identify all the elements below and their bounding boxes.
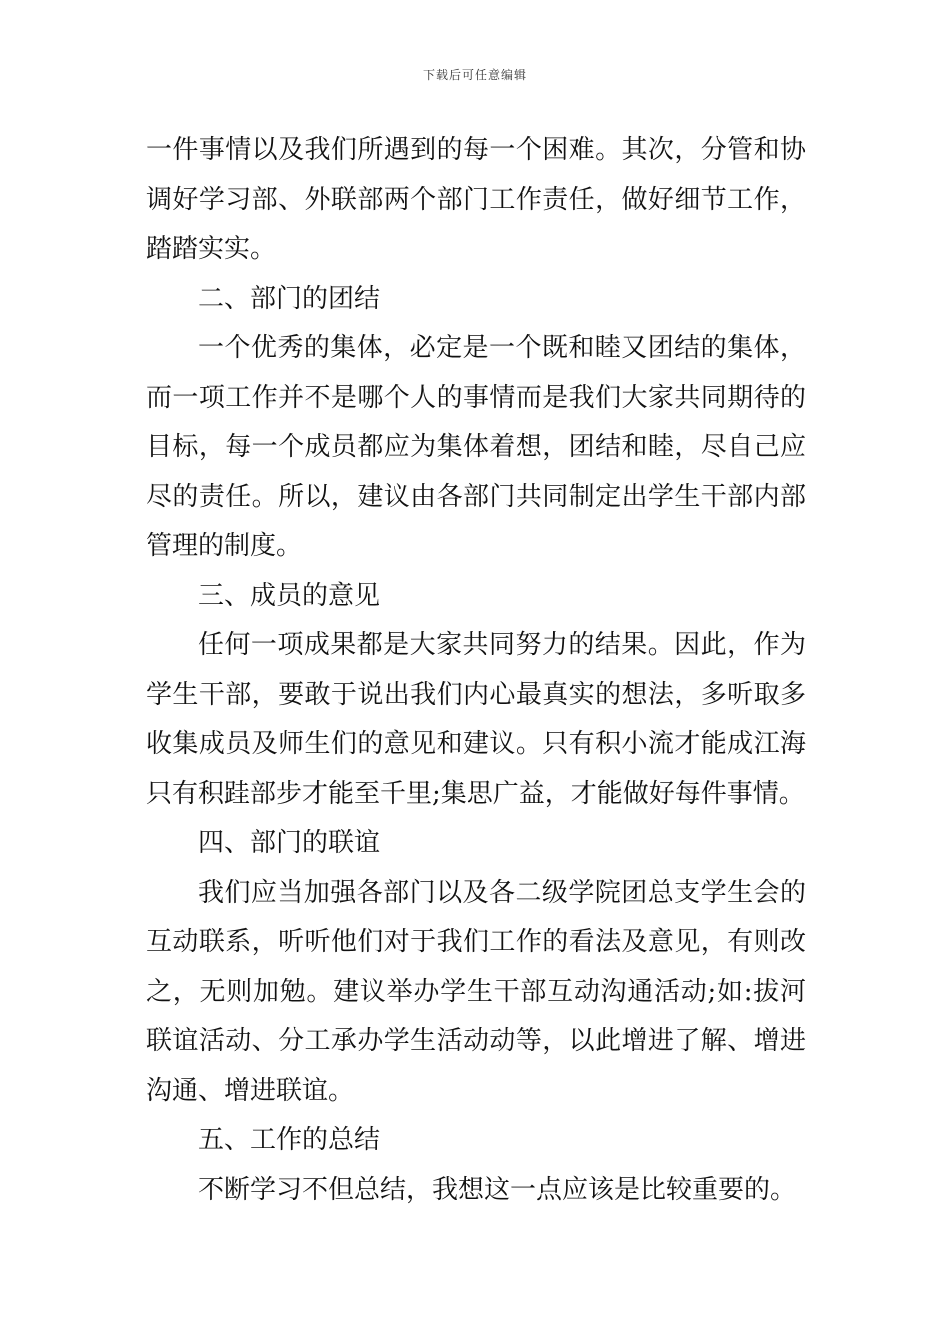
text-line: 踏踏实实。	[146, 234, 277, 264]
text-line: 互动联系，听听他们对于我们工作的看法及意见，有则改	[146, 927, 806, 957]
text-line: 调好学习部、外联部两个部门工作责任，做好细节工作，	[146, 184, 806, 215]
text-line: 只有积跬部步才能至千里;集思广益，才能做好每件事情。	[146, 778, 805, 809]
text-line: 之，无则加勉。建议举办学生干部互动沟通活动;如:拔河	[146, 976, 806, 1007]
text-line: 不断学习不但总结，我想这一点应该是比较重要的。	[198, 1174, 797, 1205]
text-line: 三、成员的意见	[198, 580, 381, 611]
text-line: 任何一项成果都是大家共同努力的结果。因此，作为	[198, 630, 806, 660]
text-line: 尽的责任。所以，建议由各部门共同制定出学生干部内部	[146, 481, 806, 512]
text-line: 二、部门的团结	[198, 283, 381, 314]
page-header: 下载后可任意编辑	[422, 68, 527, 82]
text-line: 沟通、增进联谊。	[146, 1075, 355, 1106]
text-line: 目标，每一个成员都应为集体着想，团结和睦，尽自己应	[146, 432, 806, 462]
text-line: 联谊活动、分工承办学生活动动等，以此增进了解、增进	[146, 1026, 806, 1056]
text-line: 管理的制度。	[146, 531, 303, 561]
text-line: 而一项工作并不是哪个人的事情而是我们大家共同期待的	[146, 382, 806, 413]
document-body	[146, 126, 806, 1215]
text-line: 学生干部，要敢于说出我们内心最真实的想法，多听取多	[146, 679, 806, 710]
text-line: 四、部门的联谊	[198, 828, 381, 858]
text-line: 我们应当加强各部门以及各二级学院团总支学生会的	[198, 877, 806, 908]
text-line: 一件事情以及我们所遇到的每一个困难。其次，分管和协	[146, 135, 806, 165]
text-line: 一个优秀的集体，必定是一个既和睦又团结的集体，	[198, 333, 806, 363]
text-line: 五、工作的总结	[198, 1125, 381, 1155]
text-line: 收集成员及师生们的意见和建议。只有积小流才能成江海	[146, 729, 806, 759]
